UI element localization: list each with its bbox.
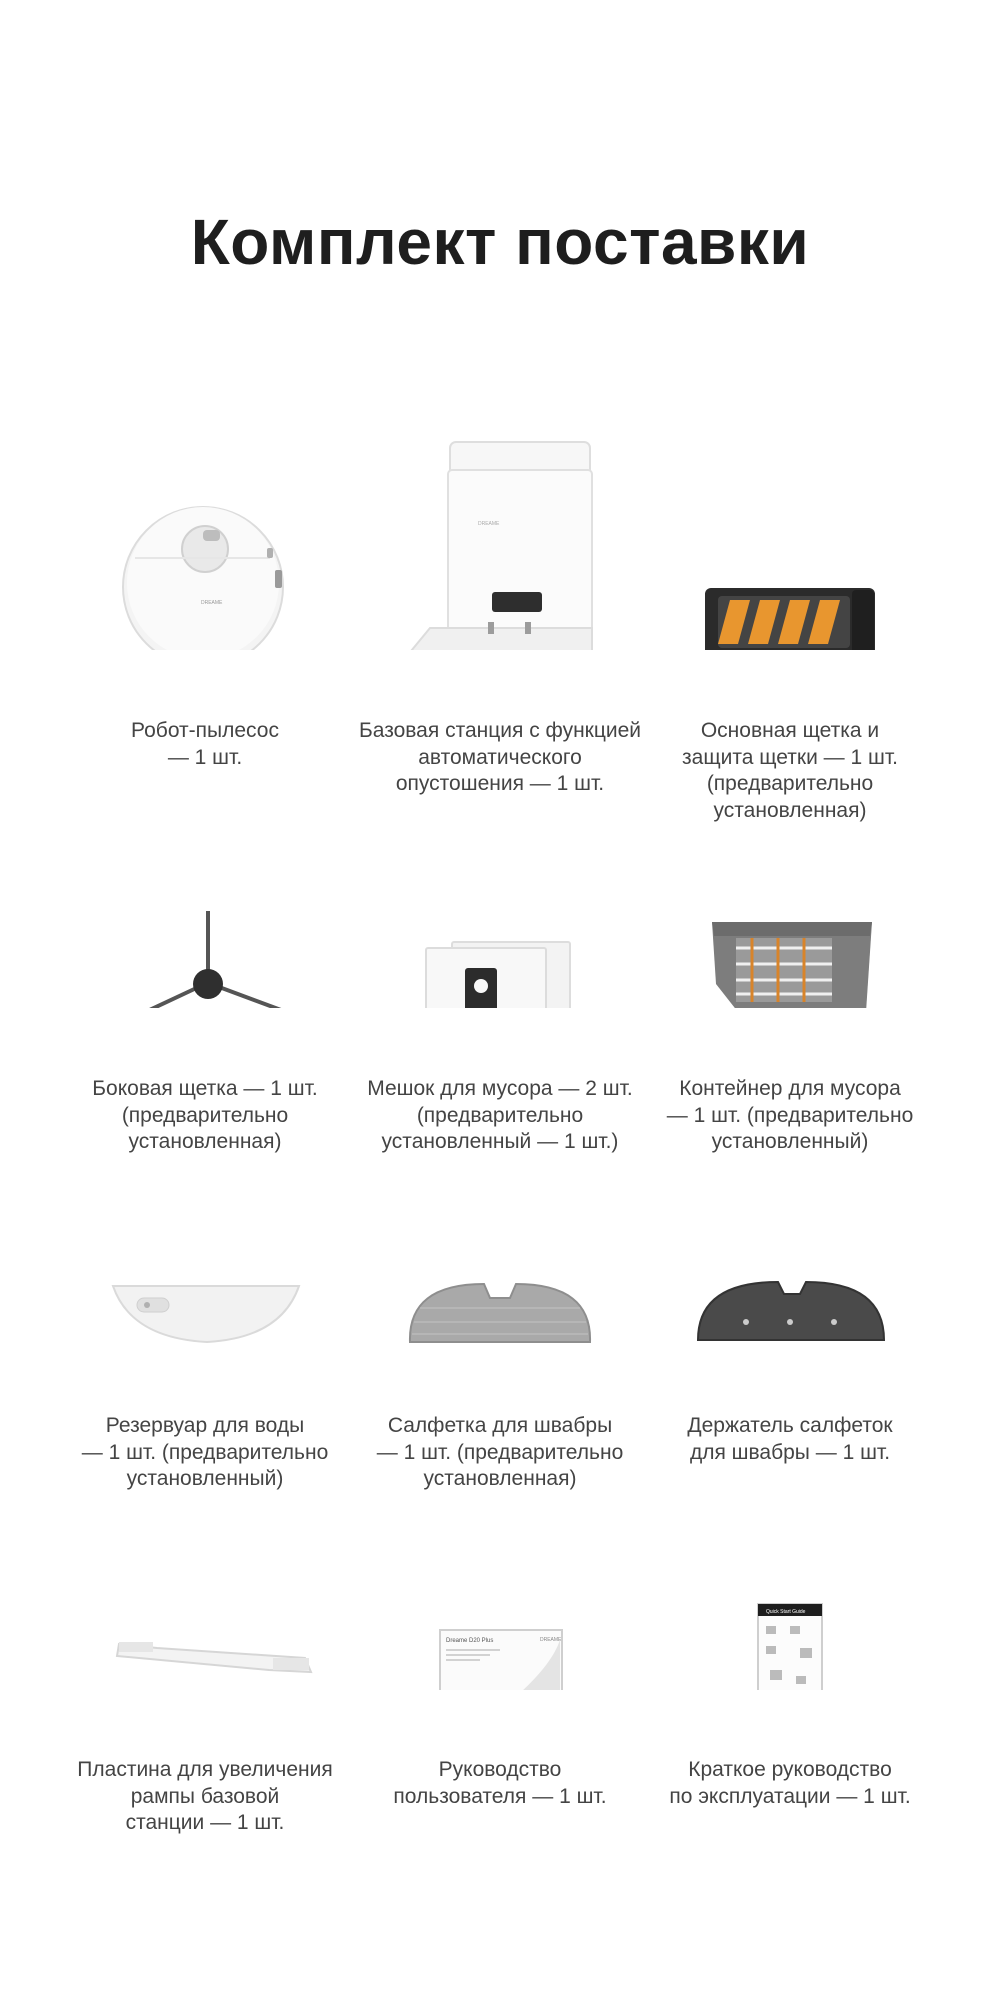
item-caption: Робот-пылесос — 1 шт.	[131, 719, 279, 769]
main-brush-icon	[640, 430, 940, 650]
quick-guide-icon	[640, 1470, 940, 1690]
item-caption: Основная щетка и защита щетки — 1 шт. (предварительно установленная)	[682, 719, 898, 822]
user-manual-icon	[350, 1470, 650, 1690]
ramp-plate-icon	[55, 1470, 355, 1690]
item-caption: Боковая щетка — 1 шт. (предварительно установленная)	[92, 1077, 318, 1153]
dust-bin-icon	[640, 788, 940, 1008]
item-caption: Держатель салфеток для швабры — 1 шт.	[687, 1414, 893, 1464]
item-caption: Мешок для мусора — 2 шт. (предварительно установленный — 1 шт.)	[367, 1077, 633, 1153]
item-caption: Пластина для увеличения рампы базовой станции — 1 шт.	[77, 1758, 333, 1834]
base-station-icon	[350, 430, 650, 650]
mop-pad-icon	[350, 1128, 650, 1348]
manual-model: Dreame D20 Plus	[446, 1638, 494, 1644]
manual-brand: DREAME	[540, 1637, 562, 1643]
water-tank-icon	[55, 1128, 355, 1348]
svg-text:DREAME: DREAME	[201, 600, 223, 606]
page-title: Комплект поставки	[190, 206, 810, 278]
mop-holder-icon	[640, 1128, 940, 1348]
guide-header: Quick Start Guide	[766, 1609, 806, 1615]
item-caption: Контейнер для мусора — 1 шт. (предварительно установленный)	[666, 1077, 914, 1153]
robot-vacuum-icon	[55, 430, 355, 650]
dust-bag-icon	[350, 788, 650, 1008]
item-caption: Краткое руководство по эксплуатации — 1 шт.	[669, 1758, 911, 1808]
side-brush-icon	[55, 788, 355, 1008]
item-caption: Салфетка для швабры — 1 шт. (предварительно установленная)	[376, 1414, 624, 1490]
svg-text:DREAME: DREAME	[478, 521, 500, 527]
item-caption: Базовая станция с функцией автоматического опустошения — 1 шт.	[358, 719, 642, 795]
item-caption: Руководство пользователя — 1 шт.	[393, 1758, 607, 1808]
item-caption: Резервуар для воды — 1 шт. (предварительно установленный)	[81, 1414, 329, 1490]
